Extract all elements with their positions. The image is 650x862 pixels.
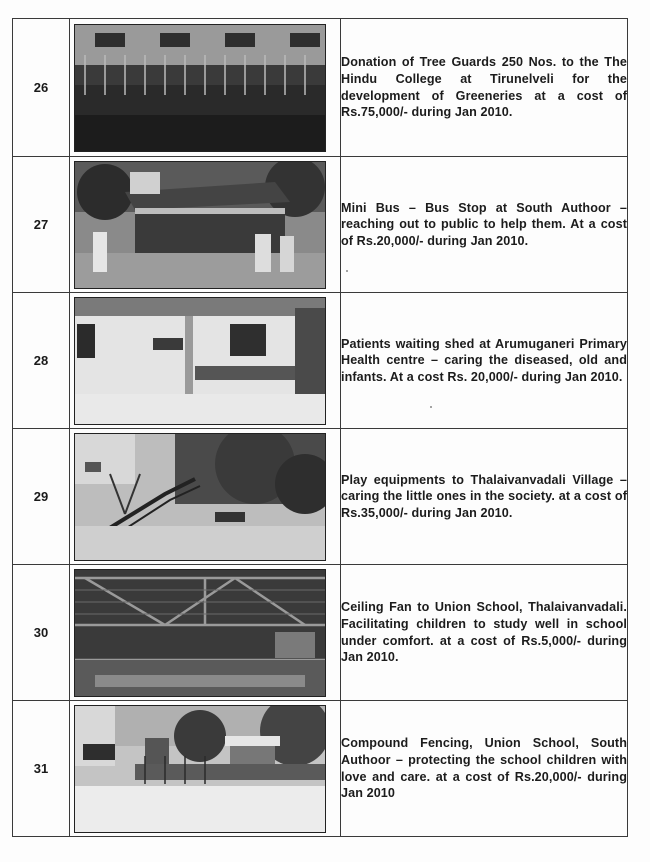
row-number: 29 xyxy=(13,429,70,565)
table-row xyxy=(13,157,628,293)
compound-fencing-photo xyxy=(74,705,326,833)
row-description: Donation of Tree Guards 250 Nos. to the The Hindu College at Tirunelveli for the development of Greeneries at a cost of Rs.75,000/- during Jan 2010. xyxy=(341,19,628,157)
row-number: 27 xyxy=(13,157,70,293)
row-description: Compound Fencing, Union School, South Authoor – protecting the school children with love and care. at a cost of Rs.20,000/- during Jan 2010 xyxy=(341,701,628,837)
row-description: Play equipments to Thalaivanvadali Village – caring the little ones in the society. at a cost of Rs.35,000/- during Jan 2010. xyxy=(341,429,628,565)
scan-speck xyxy=(430,406,432,408)
table-row xyxy=(13,19,628,157)
bus-stop-photo xyxy=(74,161,326,289)
table-row xyxy=(13,429,628,565)
table-row xyxy=(13,565,628,701)
play-equipment-photo xyxy=(74,433,326,561)
row-description: Patients waiting shed at Arumuganeri Primary Health centre – caring the diseased, old and infants. At a cost Rs. 20,000/- during Jan 2010. xyxy=(341,293,628,429)
row-number: 26 xyxy=(13,19,70,157)
table-row xyxy=(13,293,628,429)
scan-speck xyxy=(346,270,348,272)
waiting-shed-photo xyxy=(74,297,326,425)
row-number: 28 xyxy=(13,293,70,429)
table-row xyxy=(13,701,628,837)
records-table xyxy=(12,18,628,837)
row-number: 30 xyxy=(13,565,70,701)
row-description: Ceiling Fan to Union School, Thalaivanvadali. Facilitating children to study well in school under comfort. at a cost of Rs.5,000/- during Jan 2010. xyxy=(341,565,628,701)
row-number: 31 xyxy=(13,701,70,837)
row-description: Mini Bus – Bus Stop at South Authoor – reaching out to public to help them. At a cost of Rs.20,000/- during Jan 2010. xyxy=(341,157,628,293)
tree-guards-photo xyxy=(74,24,326,152)
ceiling-fan-photo xyxy=(74,569,326,697)
